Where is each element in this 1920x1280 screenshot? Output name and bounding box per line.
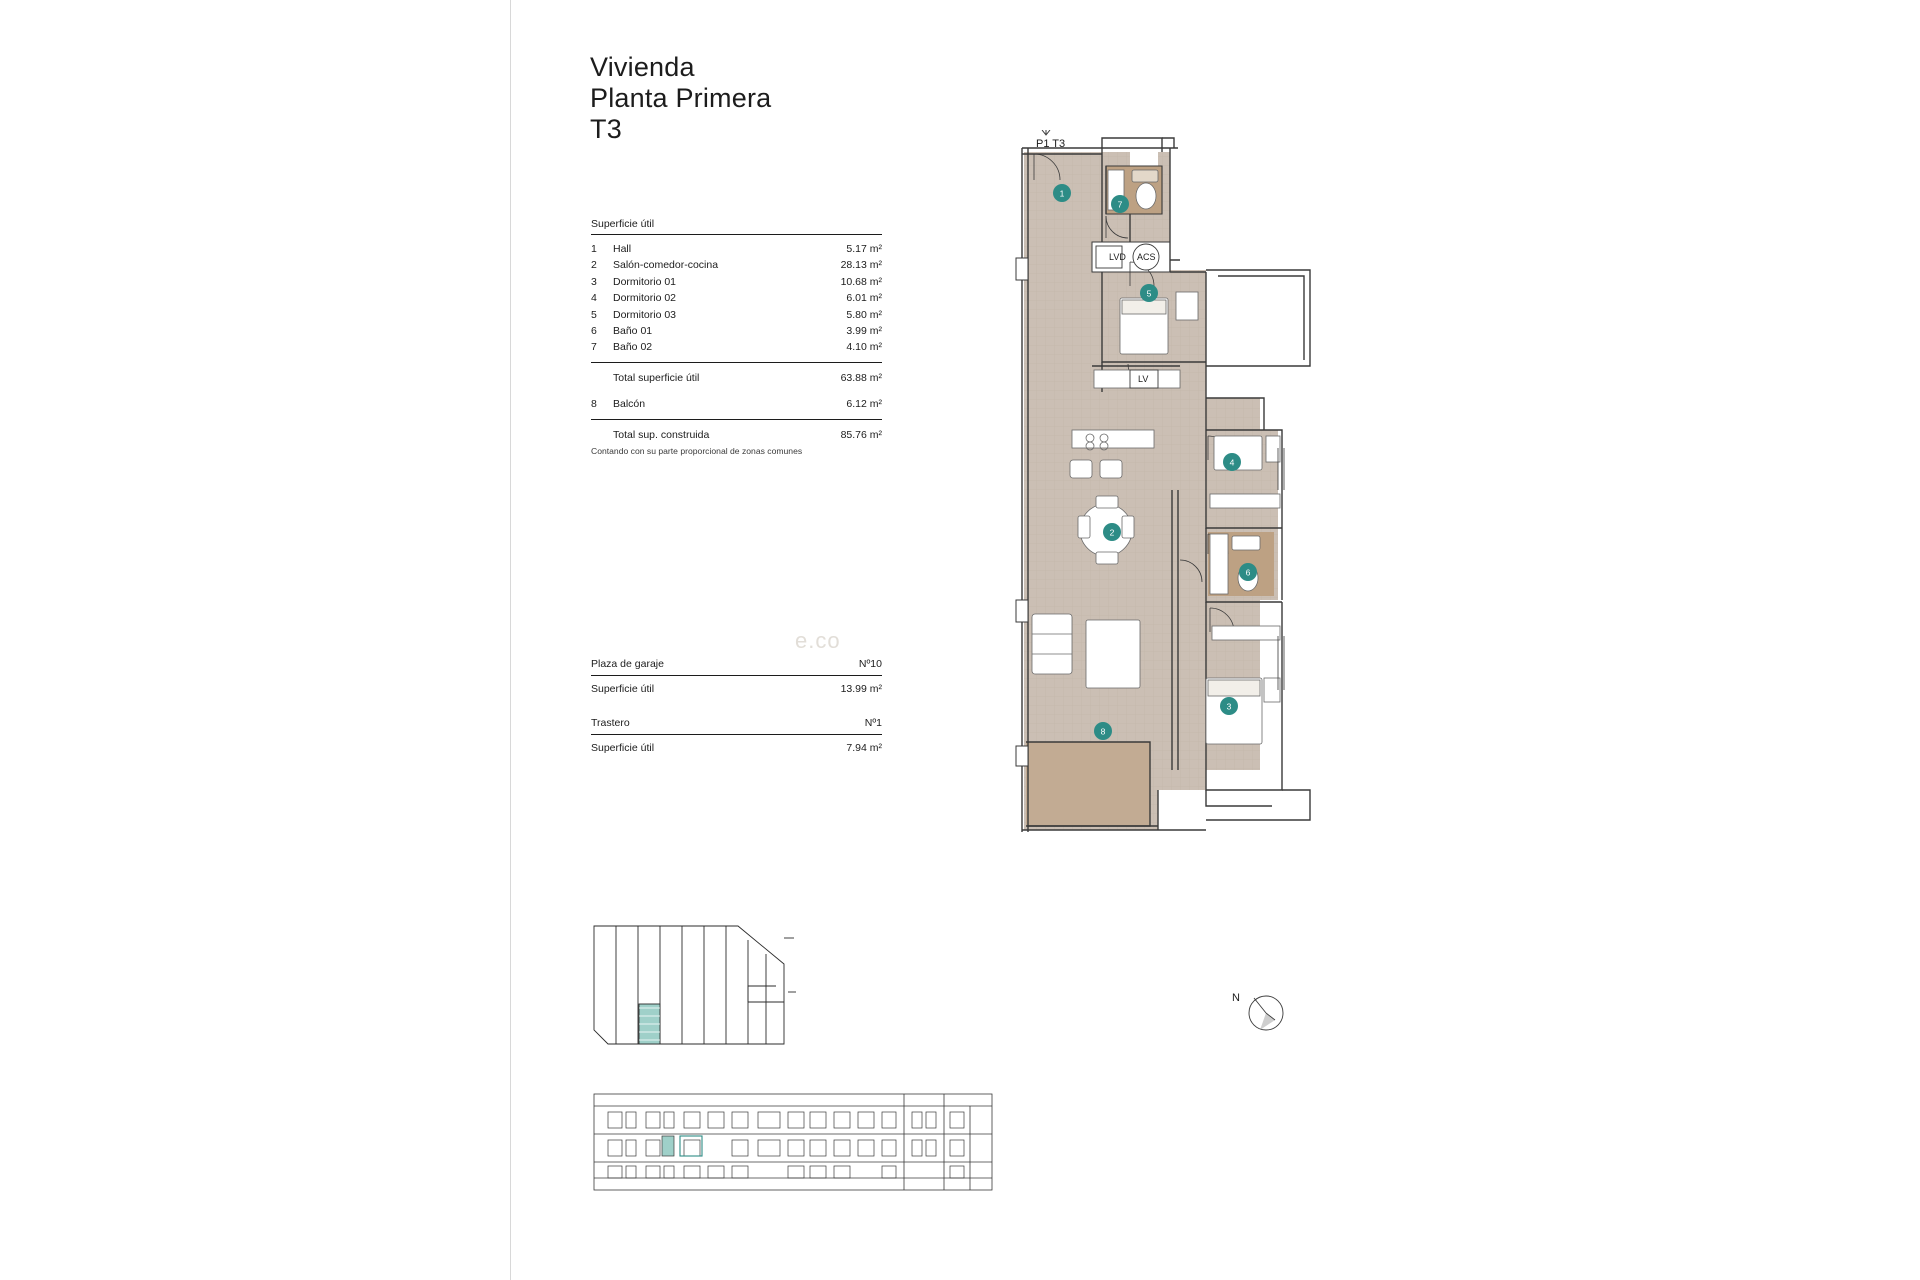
table-row — [591, 398, 882, 410]
title-line-2: Planta Primera — [590, 83, 772, 113]
row-label: Dormitorio 03 — [613, 308, 677, 321]
table-row — [591, 259, 882, 271]
row-value: 4.10 m² — [846, 341, 882, 354]
site-key-plan — [588, 916, 828, 1056]
areas-note: Contando con su parte proporcional de zonas comunes — [591, 445, 803, 456]
kitchen-counter — [1072, 430, 1154, 448]
label-lvd: LVD — [1109, 252, 1126, 262]
total-util-value: 63.88 m² — [840, 372, 882, 385]
row-number: 8 — [591, 397, 597, 410]
highlighted-unit-elevation — [662, 1136, 674, 1156]
plan-unit-label: P1 T3 — [1036, 138, 1066, 150]
room-marker-4: 4 — [1229, 457, 1235, 468]
garage-area-value: 13.99 m² — [840, 683, 882, 695]
page-margin-right — [1431, 0, 1920, 1280]
toilet-icon — [1136, 183, 1156, 209]
label-acs: ACS — [1137, 252, 1156, 262]
site-outline — [594, 926, 784, 1044]
wardrobe-icon — [1210, 494, 1280, 508]
row-label: Hall — [613, 243, 632, 255]
storage-area-label: Superficie útil — [591, 742, 655, 754]
garage-value: Nº10 — [858, 658, 882, 670]
row-number: 2 — [591, 259, 597, 272]
table-row — [591, 243, 882, 255]
row-value: 6.12 m² — [846, 397, 882, 410]
storage-line — [591, 717, 882, 735]
wardrobe-icon — [1176, 292, 1198, 320]
row-number: 4 — [591, 292, 597, 305]
nightstand-icon — [1264, 678, 1280, 702]
row-value: 10.68 m² — [840, 275, 882, 288]
total-built-row — [591, 429, 882, 441]
room-marker-5: 5 — [1146, 288, 1152, 299]
row-value: 5.80 m² — [846, 308, 882, 321]
sink-icon — [1232, 536, 1260, 550]
garage-line — [591, 658, 882, 676]
page-margin-left — [0, 0, 510, 1280]
row-number: 1 — [591, 243, 597, 255]
room-marker-7: 7 — [1117, 199, 1123, 210]
building-elevation — [592, 1086, 994, 1196]
page-title — [590, 52, 771, 145]
table-row — [591, 309, 882, 321]
storage-label: Trastero — [591, 717, 630, 729]
parking-storage-block — [591, 658, 882, 754]
total-built-label: Total sup. construida — [613, 428, 710, 441]
table-row — [591, 325, 882, 337]
room-marker-2: 2 — [1109, 527, 1115, 538]
row-label: Baño 02 — [613, 341, 653, 354]
storage-value: Nº1 — [864, 717, 882, 729]
wardrobe-icon — [1212, 626, 1280, 640]
storage-area-value: 7.94 m² — [846, 742, 882, 754]
watermark: e.co — [795, 628, 841, 653]
areas-table-header: Superficie útil — [591, 218, 882, 235]
row-label: Baño 01 — [613, 324, 653, 337]
row-number: 6 — [591, 324, 597, 337]
room-marker-6: 6 — [1245, 567, 1251, 578]
garage-label: Plaza de garaje — [591, 658, 664, 670]
divider — [591, 419, 882, 420]
row-value: 3.99 m² — [846, 324, 882, 337]
table-row — [591, 276, 882, 288]
sink-icon — [1132, 170, 1158, 182]
garage-area-line — [591, 683, 882, 695]
areas-table — [591, 218, 882, 456]
stool-icon — [1100, 460, 1122, 478]
table-row — [591, 292, 882, 304]
row-label: Dormitorio 01 — [613, 275, 677, 288]
sofa-icon — [1032, 614, 1072, 674]
floor-plan — [1010, 130, 1340, 960]
balcony-fill — [1026, 742, 1150, 826]
stool-icon — [1070, 460, 1092, 478]
row-number: 5 — [591, 308, 597, 321]
row-number: 3 — [591, 275, 597, 288]
room-marker-3: 3 — [1226, 701, 1232, 712]
north-arrow — [1230, 985, 1300, 1037]
north-label: N — [1232, 992, 1240, 1004]
garage-area-label: Superficie útil — [591, 683, 655, 695]
row-label: Salón-comedor-cocina — [613, 259, 719, 272]
storage-area-line — [591, 742, 882, 754]
title-line-3: T3 — [590, 114, 622, 144]
row-value: 6.01 m² — [846, 292, 882, 305]
title-line-1: Vivienda — [590, 52, 695, 82]
row-label: Balcón — [613, 397, 646, 410]
table-row — [591, 341, 882, 353]
row-label: Dormitorio 02 — [613, 292, 677, 305]
row-value: 5.17 m² — [846, 243, 882, 255]
room-marker-1: 1 — [1059, 188, 1065, 199]
total-built-value: 85.76 m² — [840, 428, 882, 441]
row-value: 28.13 m² — [840, 259, 882, 272]
row-number: 7 — [591, 341, 597, 354]
room-marker-8: 8 — [1100, 726, 1106, 737]
total-util-label: Total superficie útil — [613, 372, 700, 385]
highlighted-unit-outline — [680, 1136, 702, 1156]
shower-icon — [1210, 534, 1228, 594]
entrance-arrow-icon — [1042, 130, 1050, 135]
label-lv: LV — [1138, 374, 1149, 384]
divider — [591, 362, 882, 363]
total-util-row — [591, 372, 882, 384]
rug-icon — [1086, 620, 1140, 688]
